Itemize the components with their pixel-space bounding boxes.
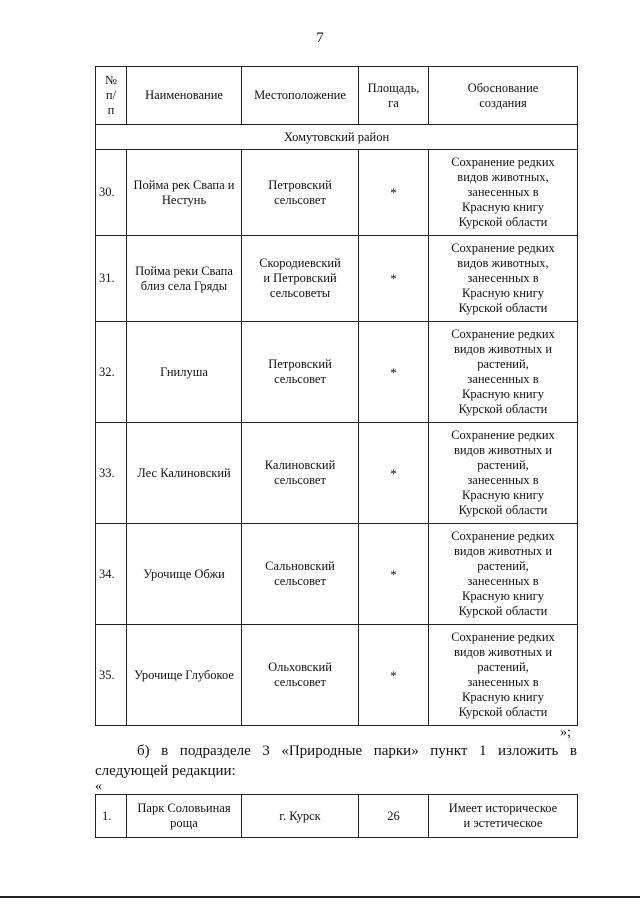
district-name: Хомутовский район — [96, 125, 578, 150]
row-number: 32. — [96, 322, 127, 423]
park-number: 1. — [96, 795, 127, 838]
row-number: 30. — [96, 150, 127, 236]
header-location: Местоположение — [242, 67, 359, 125]
page-number: 7 — [316, 30, 324, 46]
row-location: Сальновский сельсовет — [242, 524, 359, 625]
row-reason: Сохранение редких видов животных и растений, занесенных в Красную книгу Курской области — [429, 423, 578, 524]
row-location: Петровский сельсовет — [242, 322, 359, 423]
district-row — [96, 125, 578, 150]
table-row — [96, 150, 578, 236]
protected-areas-table — [95, 66, 578, 726]
park-location: г. Курск — [242, 795, 359, 838]
paragraph-line-2: следующей редакции: — [95, 763, 236, 779]
paragraph-line-1: б) в подразделе 3 «Природные парки» пункт 1 изложить в — [137, 743, 577, 759]
row-number: 34. — [96, 524, 127, 625]
table-row — [96, 236, 578, 322]
bottom-scan-edge — [0, 896, 640, 898]
row-area: * — [359, 322, 429, 423]
row-name: Пойма реки Свапа близ села Гряды — [127, 236, 242, 322]
header-number: № п/ п — [96, 67, 127, 125]
row-area: * — [359, 150, 429, 236]
natural-parks-table — [95, 794, 578, 838]
table-row — [96, 795, 578, 838]
row-location: Ольховский сельсовет — [242, 625, 359, 726]
row-location: Петровский сельсовет — [242, 150, 359, 236]
header-name: Наименование — [127, 67, 242, 125]
row-name: Урочище Глубокое — [127, 625, 242, 726]
row-reason: Сохранение редких видов животных и растений, занесенных в Красную книгу Курской области — [429, 625, 578, 726]
row-number: 33. — [96, 423, 127, 524]
park-name: Парк Соловьиная роща — [127, 795, 242, 838]
table-row — [96, 322, 578, 423]
row-area: * — [359, 236, 429, 322]
header-reason: Обоснование создания — [429, 67, 578, 125]
row-name: Урочище Обжи — [127, 524, 242, 625]
amendment-paragraph — [95, 741, 577, 781]
table-row — [96, 524, 578, 625]
table-row — [96, 423, 578, 524]
row-number: 31. — [96, 236, 127, 322]
table-row — [96, 625, 578, 726]
row-area: * — [359, 423, 429, 524]
table-header-row — [96, 67, 578, 125]
row-location: Скородиевский и Петровский сельсоветы — [242, 236, 359, 322]
park-reason: Имеет историческое и эстетическое — [429, 795, 578, 838]
row-reason: Сохранение редких видов животных, занесенных в Красную книгу Курской области — [429, 236, 578, 322]
row-name: Пойма рек Свапа и Нестунь — [127, 150, 242, 236]
row-area: * — [359, 524, 429, 625]
closing-quote: »; — [560, 725, 571, 740]
row-reason: Сохранение редких видов животных, занесенных в Красную книгу Курской области — [429, 150, 578, 236]
opening-quote: « — [95, 779, 102, 794]
park-area: 26 — [359, 795, 429, 838]
header-area: Площадь, га — [359, 67, 429, 125]
row-name: Гнилуша — [127, 322, 242, 423]
row-reason: Сохранение редких видов животных и растений, занесенных в Красную книгу Курской области — [429, 322, 578, 423]
row-location: Калиновский сельсовет — [242, 423, 359, 524]
row-name: Лес Калиновский — [127, 423, 242, 524]
row-reason: Сохранение редких видов животных и растений, занесенных в Красную книгу Курской области — [429, 524, 578, 625]
row-number: 35. — [96, 625, 127, 726]
row-area: * — [359, 625, 429, 726]
